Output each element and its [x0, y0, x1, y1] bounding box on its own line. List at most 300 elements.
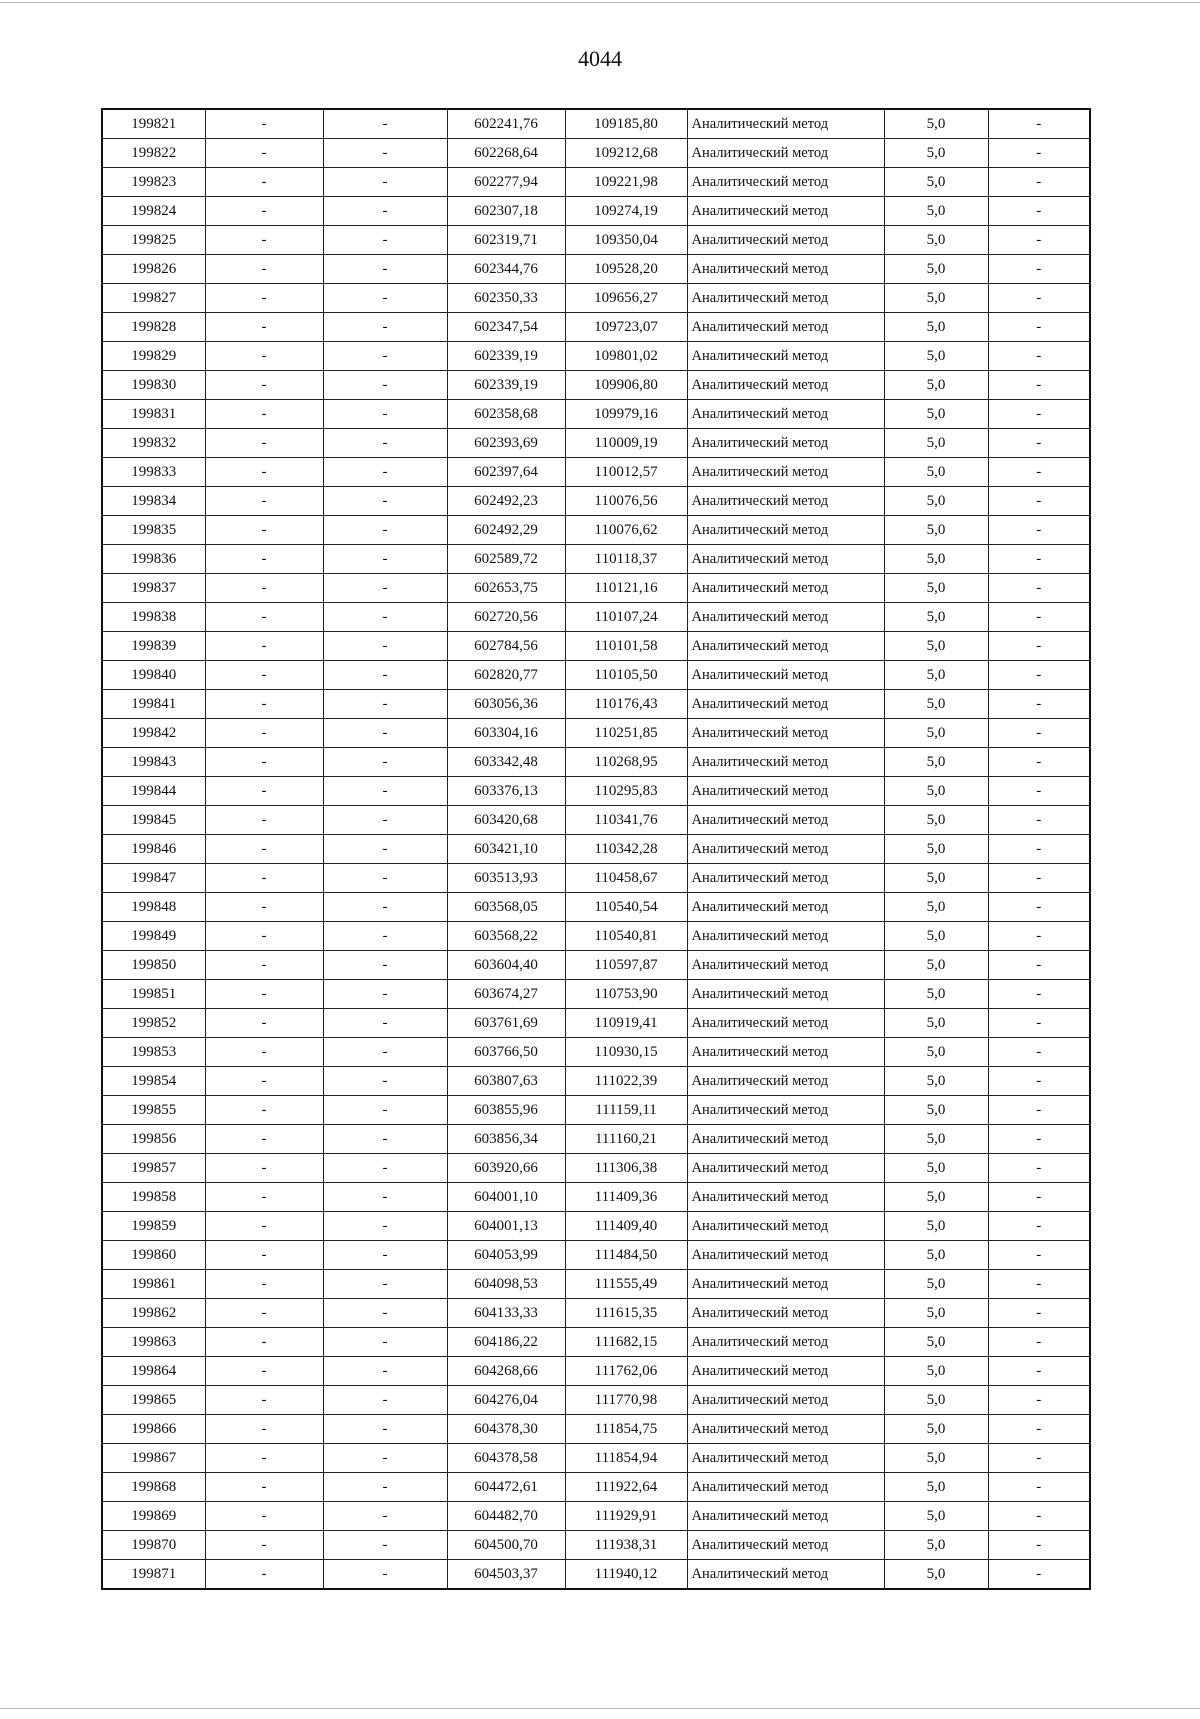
- note-cell: -: [988, 1154, 1090, 1183]
- blank-cell-b: -: [323, 864, 447, 893]
- method-cell: Аналитический метод: [687, 1096, 884, 1125]
- page-number: 4044: [578, 46, 622, 71]
- blank-cell-a: -: [205, 1125, 323, 1154]
- note-cell: -: [988, 1444, 1090, 1473]
- point-id-cell: 199824: [102, 197, 205, 226]
- accuracy-cell: 5,0: [884, 922, 988, 951]
- note-cell: -: [988, 1502, 1090, 1531]
- x-coordinate-cell: 603304,16: [447, 719, 565, 748]
- note-cell: -: [988, 255, 1090, 284]
- method-cell: Аналитический метод: [687, 719, 884, 748]
- blank-cell-a: -: [205, 922, 323, 951]
- point-id-cell: 199829: [102, 342, 205, 371]
- x-coordinate-cell: 604482,70: [447, 1502, 565, 1531]
- y-coordinate-cell: 111854,75: [565, 1415, 687, 1444]
- point-id-cell: 199827: [102, 284, 205, 313]
- note-cell: -: [988, 574, 1090, 603]
- accuracy-cell: 5,0: [884, 1241, 988, 1270]
- blank-cell-a: -: [205, 864, 323, 893]
- note-cell: -: [988, 1415, 1090, 1444]
- point-id-cell: 199856: [102, 1125, 205, 1154]
- table-row: [102, 1096, 1090, 1125]
- accuracy-cell: 5,0: [884, 1154, 988, 1183]
- x-coordinate-cell: 603420,68: [447, 806, 565, 835]
- x-coordinate-cell: 604378,30: [447, 1415, 565, 1444]
- accuracy-cell: 5,0: [884, 109, 988, 139]
- blank-cell-b: -: [323, 226, 447, 255]
- point-id-cell: 199835: [102, 516, 205, 545]
- blank-cell-a: -: [205, 835, 323, 864]
- table-row: [102, 1531, 1090, 1560]
- blank-cell-a: -: [205, 516, 323, 545]
- method-cell: Аналитический метод: [687, 400, 884, 429]
- accuracy-cell: 5,0: [884, 429, 988, 458]
- blank-cell-a: -: [205, 342, 323, 371]
- point-id-cell: 199858: [102, 1183, 205, 1212]
- table-row: [102, 487, 1090, 516]
- point-id-cell: 199854: [102, 1067, 205, 1096]
- point-id-cell: 199868: [102, 1473, 205, 1502]
- blank-cell-b: -: [323, 1328, 447, 1357]
- accuracy-cell: 5,0: [884, 255, 988, 284]
- y-coordinate-cell: 110107,24: [565, 603, 687, 632]
- blank-cell-b: -: [323, 748, 447, 777]
- method-cell: Аналитический метод: [687, 1386, 884, 1415]
- note-cell: -: [988, 922, 1090, 951]
- x-coordinate-cell: 603920,66: [447, 1154, 565, 1183]
- blank-cell-a: -: [205, 1038, 323, 1067]
- blank-cell-a: -: [205, 139, 323, 168]
- x-coordinate-cell: 602319,71: [447, 226, 565, 255]
- table-row: [102, 226, 1090, 255]
- accuracy-cell: 5,0: [884, 342, 988, 371]
- note-cell: -: [988, 226, 1090, 255]
- x-coordinate-cell: 603674,27: [447, 980, 565, 1009]
- table-row: [102, 1154, 1090, 1183]
- blank-cell-a: -: [205, 313, 323, 342]
- blank-cell-a: -: [205, 1270, 323, 1299]
- method-cell: Аналитический метод: [687, 748, 884, 777]
- blank-cell-a: -: [205, 458, 323, 487]
- accuracy-cell: 5,0: [884, 951, 988, 980]
- blank-cell-a: -: [205, 255, 323, 284]
- accuracy-cell: 5,0: [884, 1560, 988, 1590]
- point-id-cell: 199863: [102, 1328, 205, 1357]
- point-id-cell: 199866: [102, 1415, 205, 1444]
- note-cell: -: [988, 1067, 1090, 1096]
- table-row: [102, 864, 1090, 893]
- y-coordinate-cell: 110118,37: [565, 545, 687, 574]
- method-cell: Аналитический метод: [687, 1270, 884, 1299]
- blank-cell-a: -: [205, 197, 323, 226]
- x-coordinate-cell: 603342,48: [447, 748, 565, 777]
- blank-cell-b: -: [323, 1560, 447, 1590]
- table-row: [102, 806, 1090, 835]
- table-row: [102, 458, 1090, 487]
- note-cell: -: [988, 1357, 1090, 1386]
- note-cell: -: [988, 197, 1090, 226]
- blank-cell-b: -: [323, 806, 447, 835]
- accuracy-cell: 5,0: [884, 1502, 988, 1531]
- blank-cell-a: -: [205, 226, 323, 255]
- note-cell: -: [988, 1212, 1090, 1241]
- x-coordinate-cell: 602358,68: [447, 400, 565, 429]
- table-row: [102, 545, 1090, 574]
- blank-cell-a: -: [205, 893, 323, 922]
- blank-cell-a: -: [205, 545, 323, 574]
- point-id-cell: 199870: [102, 1531, 205, 1560]
- scan-edge-top: [0, 2, 1200, 3]
- table-row: [102, 109, 1090, 139]
- blank-cell-a: -: [205, 1328, 323, 1357]
- y-coordinate-cell: 110540,81: [565, 922, 687, 951]
- y-coordinate-cell: 111160,21: [565, 1125, 687, 1154]
- method-cell: Аналитический метод: [687, 1183, 884, 1212]
- method-cell: Аналитический метод: [687, 864, 884, 893]
- note-cell: -: [988, 1038, 1090, 1067]
- x-coordinate-cell: 603761,69: [447, 1009, 565, 1038]
- accuracy-cell: 5,0: [884, 1299, 988, 1328]
- y-coordinate-cell: 109801,02: [565, 342, 687, 371]
- accuracy-cell: 5,0: [884, 197, 988, 226]
- accuracy-cell: 5,0: [884, 1038, 988, 1067]
- y-coordinate-cell: 109906,80: [565, 371, 687, 400]
- y-coordinate-cell: 110540,54: [565, 893, 687, 922]
- point-id-cell: 199851: [102, 980, 205, 1009]
- note-cell: -: [988, 458, 1090, 487]
- point-id-cell: 199849: [102, 922, 205, 951]
- note-cell: -: [988, 400, 1090, 429]
- point-id-cell: 199845: [102, 806, 205, 835]
- x-coordinate-cell: 602393,69: [447, 429, 565, 458]
- note-cell: -: [988, 806, 1090, 835]
- x-coordinate-cell: 603855,96: [447, 1096, 565, 1125]
- table-row: [102, 1009, 1090, 1038]
- point-id-cell: 199861: [102, 1270, 205, 1299]
- note-cell: -: [988, 487, 1090, 516]
- y-coordinate-cell: 109528,20: [565, 255, 687, 284]
- method-cell: Аналитический метод: [687, 1299, 884, 1328]
- y-coordinate-cell: 110105,50: [565, 661, 687, 690]
- table-row: [102, 951, 1090, 980]
- point-id-cell: 199853: [102, 1038, 205, 1067]
- method-cell: Аналитический метод: [687, 109, 884, 139]
- x-coordinate-cell: 602339,19: [447, 342, 565, 371]
- y-coordinate-cell: 111922,64: [565, 1473, 687, 1502]
- blank-cell-a: -: [205, 1444, 323, 1473]
- blank-cell-a: -: [205, 1386, 323, 1415]
- table-row: [102, 980, 1090, 1009]
- method-cell: Аналитический метод: [687, 226, 884, 255]
- point-id-cell: 199828: [102, 313, 205, 342]
- y-coordinate-cell: 110458,67: [565, 864, 687, 893]
- table-row: [102, 1444, 1090, 1473]
- accuracy-cell: 5,0: [884, 1009, 988, 1038]
- table-row: [102, 1241, 1090, 1270]
- point-id-cell: 199864: [102, 1357, 205, 1386]
- table-row: [102, 922, 1090, 951]
- accuracy-cell: 5,0: [884, 1473, 988, 1502]
- point-id-cell: 199855: [102, 1096, 205, 1125]
- blank-cell-b: -: [323, 197, 447, 226]
- table-row: [102, 516, 1090, 545]
- x-coordinate-cell: 604186,22: [447, 1328, 565, 1357]
- blank-cell-b: -: [323, 458, 447, 487]
- blank-cell-b: -: [323, 1067, 447, 1096]
- blank-cell-a: -: [205, 1067, 323, 1096]
- accuracy-cell: 5,0: [884, 1096, 988, 1125]
- x-coordinate-cell: 604133,33: [447, 1299, 565, 1328]
- blank-cell-a: -: [205, 1415, 323, 1444]
- x-coordinate-cell: 602589,72: [447, 545, 565, 574]
- note-cell: -: [988, 429, 1090, 458]
- x-coordinate-cell: 603856,34: [447, 1125, 565, 1154]
- table-row: [102, 313, 1090, 342]
- y-coordinate-cell: 111484,50: [565, 1241, 687, 1270]
- accuracy-cell: 5,0: [884, 226, 988, 255]
- accuracy-cell: 5,0: [884, 1067, 988, 1096]
- note-cell: -: [988, 371, 1090, 400]
- table-row: [102, 1212, 1090, 1241]
- table-row: [102, 661, 1090, 690]
- x-coordinate-cell: 602820,77: [447, 661, 565, 690]
- method-cell: Аналитический метод: [687, 458, 884, 487]
- x-coordinate-cell: 602653,75: [447, 574, 565, 603]
- blank-cell-a: -: [205, 1212, 323, 1241]
- blank-cell-a: -: [205, 1183, 323, 1212]
- note-cell: -: [988, 835, 1090, 864]
- y-coordinate-cell: 111854,94: [565, 1444, 687, 1473]
- accuracy-cell: 5,0: [884, 777, 988, 806]
- y-coordinate-cell: 111615,35: [565, 1299, 687, 1328]
- x-coordinate-cell: 604378,58: [447, 1444, 565, 1473]
- point-id-cell: 199860: [102, 1241, 205, 1270]
- blank-cell-b: -: [323, 1473, 447, 1502]
- point-id-cell: 199836: [102, 545, 205, 574]
- blank-cell-a: -: [205, 168, 323, 197]
- method-cell: Аналитический метод: [687, 603, 884, 632]
- y-coordinate-cell: 110176,43: [565, 690, 687, 719]
- blank-cell-b: -: [323, 1531, 447, 1560]
- point-id-cell: 199837: [102, 574, 205, 603]
- x-coordinate-cell: 603604,40: [447, 951, 565, 980]
- accuracy-cell: 5,0: [884, 748, 988, 777]
- x-coordinate-cell: 603568,05: [447, 893, 565, 922]
- blank-cell-b: -: [323, 1444, 447, 1473]
- note-cell: -: [988, 1125, 1090, 1154]
- y-coordinate-cell: 111409,36: [565, 1183, 687, 1212]
- accuracy-cell: 5,0: [884, 1125, 988, 1154]
- blank-cell-a: -: [205, 1502, 323, 1531]
- y-coordinate-cell: 110295,83: [565, 777, 687, 806]
- point-id-cell: 199826: [102, 255, 205, 284]
- note-cell: -: [988, 603, 1090, 632]
- table-row: [102, 1473, 1090, 1502]
- table-row: [102, 574, 1090, 603]
- point-id-cell: 199862: [102, 1299, 205, 1328]
- blank-cell-b: -: [323, 255, 447, 284]
- y-coordinate-cell: 109350,04: [565, 226, 687, 255]
- blank-cell-b: -: [323, 574, 447, 603]
- note-cell: -: [988, 893, 1090, 922]
- point-id-cell: 199843: [102, 748, 205, 777]
- accuracy-cell: 5,0: [884, 516, 988, 545]
- note-cell: -: [988, 1183, 1090, 1212]
- note-cell: -: [988, 661, 1090, 690]
- table-row: [102, 1560, 1090, 1590]
- table-row: [102, 168, 1090, 197]
- accuracy-cell: 5,0: [884, 487, 988, 516]
- blank-cell-b: -: [323, 429, 447, 458]
- blank-cell-a: -: [205, 1531, 323, 1560]
- point-id-cell: 199865: [102, 1386, 205, 1415]
- table-row: [102, 632, 1090, 661]
- blank-cell-a: -: [205, 951, 323, 980]
- point-id-cell: 199834: [102, 487, 205, 516]
- note-cell: -: [988, 690, 1090, 719]
- table-row: [102, 748, 1090, 777]
- note-cell: -: [988, 516, 1090, 545]
- blank-cell-a: -: [205, 1009, 323, 1038]
- point-id-cell: 199848: [102, 893, 205, 922]
- blank-cell-b: -: [323, 922, 447, 951]
- y-coordinate-cell: 110076,62: [565, 516, 687, 545]
- table-row: [102, 1357, 1090, 1386]
- method-cell: Аналитический метод: [687, 487, 884, 516]
- method-cell: Аналитический метод: [687, 197, 884, 226]
- blank-cell-a: -: [205, 487, 323, 516]
- table-body: [102, 109, 1090, 1589]
- note-cell: -: [988, 748, 1090, 777]
- blank-cell-a: -: [205, 429, 323, 458]
- y-coordinate-cell: 110121,16: [565, 574, 687, 603]
- note-cell: -: [988, 632, 1090, 661]
- table-row: [102, 255, 1090, 284]
- y-coordinate-cell: 110930,15: [565, 1038, 687, 1067]
- point-id-cell: 199821: [102, 109, 205, 139]
- x-coordinate-cell: 604001,10: [447, 1183, 565, 1212]
- point-id-cell: 199859: [102, 1212, 205, 1241]
- x-coordinate-cell: 602241,76: [447, 109, 565, 139]
- blank-cell-b: -: [323, 1009, 447, 1038]
- y-coordinate-cell: 109221,98: [565, 168, 687, 197]
- point-id-cell: 199871: [102, 1560, 205, 1590]
- method-cell: Аналитический метод: [687, 1154, 884, 1183]
- x-coordinate-cell: 603376,13: [447, 777, 565, 806]
- accuracy-cell: 5,0: [884, 719, 988, 748]
- method-cell: Аналитический метод: [687, 516, 884, 545]
- blank-cell-a: -: [205, 777, 323, 806]
- point-id-cell: 199830: [102, 371, 205, 400]
- blank-cell-b: -: [323, 1415, 447, 1444]
- table-row: [102, 603, 1090, 632]
- note-cell: -: [988, 342, 1090, 371]
- blank-cell-b: -: [323, 1183, 447, 1212]
- point-id-cell: 199841: [102, 690, 205, 719]
- blank-cell-b: -: [323, 284, 447, 313]
- blank-cell-b: -: [323, 835, 447, 864]
- accuracy-cell: 5,0: [884, 632, 988, 661]
- accuracy-cell: 5,0: [884, 139, 988, 168]
- y-coordinate-cell: 109274,19: [565, 197, 687, 226]
- blank-cell-b: -: [323, 632, 447, 661]
- note-cell: -: [988, 980, 1090, 1009]
- x-coordinate-cell: 602784,56: [447, 632, 565, 661]
- blank-cell-b: -: [323, 1038, 447, 1067]
- method-cell: Аналитический метод: [687, 429, 884, 458]
- x-coordinate-cell: 604268,66: [447, 1357, 565, 1386]
- point-id-cell: 199838: [102, 603, 205, 632]
- blank-cell-a: -: [205, 1473, 323, 1502]
- y-coordinate-cell: 109723,07: [565, 313, 687, 342]
- x-coordinate-cell: 602339,19: [447, 371, 565, 400]
- table-row: [102, 1386, 1090, 1415]
- y-coordinate-cell: 110342,28: [565, 835, 687, 864]
- accuracy-cell: 5,0: [884, 371, 988, 400]
- accuracy-cell: 5,0: [884, 313, 988, 342]
- blank-cell-b: -: [323, 371, 447, 400]
- method-cell: Аналитический метод: [687, 980, 884, 1009]
- point-id-cell: 199822: [102, 139, 205, 168]
- method-cell: Аналитический метод: [687, 139, 884, 168]
- point-id-cell: 199847: [102, 864, 205, 893]
- table-row: [102, 400, 1090, 429]
- blank-cell-a: -: [205, 1357, 323, 1386]
- x-coordinate-cell: 603513,93: [447, 864, 565, 893]
- blank-cell-a: -: [205, 603, 323, 632]
- method-cell: Аналитический метод: [687, 922, 884, 951]
- blank-cell-a: -: [205, 980, 323, 1009]
- y-coordinate-cell: 111159,11: [565, 1096, 687, 1125]
- blank-cell-b: -: [323, 139, 447, 168]
- note-cell: -: [988, 777, 1090, 806]
- y-coordinate-cell: 109212,68: [565, 139, 687, 168]
- note-cell: -: [988, 1473, 1090, 1502]
- method-cell: Аналитический метод: [687, 690, 884, 719]
- blank-cell-b: -: [323, 1154, 447, 1183]
- accuracy-cell: 5,0: [884, 980, 988, 1009]
- method-cell: Аналитический метод: [687, 1473, 884, 1502]
- x-coordinate-cell: 602492,29: [447, 516, 565, 545]
- accuracy-cell: 5,0: [884, 1270, 988, 1299]
- x-coordinate-cell: 604098,53: [447, 1270, 565, 1299]
- y-coordinate-cell: 110341,76: [565, 806, 687, 835]
- blank-cell-b: -: [323, 980, 447, 1009]
- table-row: [102, 1067, 1090, 1096]
- x-coordinate-cell: 604001,13: [447, 1212, 565, 1241]
- y-coordinate-cell: 109185,80: [565, 109, 687, 139]
- y-coordinate-cell: 111306,38: [565, 1154, 687, 1183]
- table-row: [102, 835, 1090, 864]
- note-cell: -: [988, 951, 1090, 980]
- x-coordinate-cell: 602720,56: [447, 603, 565, 632]
- y-coordinate-cell: 111938,31: [565, 1531, 687, 1560]
- x-coordinate-cell: 602268,64: [447, 139, 565, 168]
- blank-cell-b: -: [323, 777, 447, 806]
- accuracy-cell: 5,0: [884, 661, 988, 690]
- note-cell: -: [988, 545, 1090, 574]
- x-coordinate-cell: 602350,33: [447, 284, 565, 313]
- accuracy-cell: 5,0: [884, 864, 988, 893]
- y-coordinate-cell: 110251,85: [565, 719, 687, 748]
- y-coordinate-cell: 110919,41: [565, 1009, 687, 1038]
- point-id-cell: 199852: [102, 1009, 205, 1038]
- method-cell: Аналитический метод: [687, 661, 884, 690]
- table-row: [102, 139, 1090, 168]
- x-coordinate-cell: 602347,54: [447, 313, 565, 342]
- method-cell: Аналитический метод: [687, 1241, 884, 1270]
- table-row: [102, 371, 1090, 400]
